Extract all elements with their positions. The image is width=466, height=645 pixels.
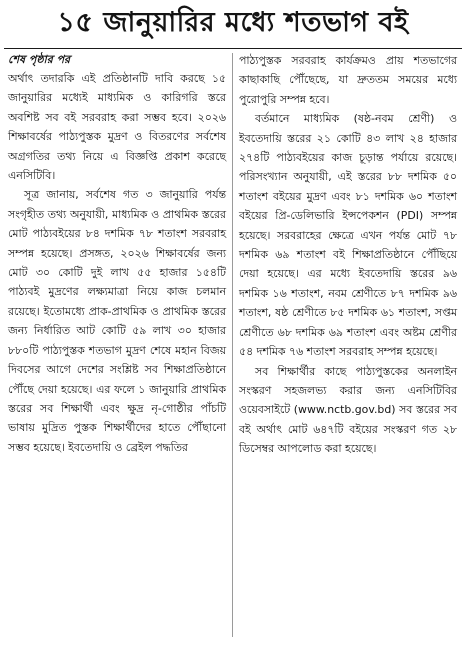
body-paragraph: বর্তমানে মাধ্যমিক (ষষ্ঠ-নবম শ্রেণী) ও ইবতেদায়ি স্তরের ২১ কোটি ৪৩ লাখ ২৪ হাজার ২৭৪টি পাঠ্যবইয়ের কাজ চূড়ান্ত পর্যায়ে রয়েছে। পরিসংখ্যান অনুযায়ী, এই স্তরের ৮৮ দশমিক ৫০ শতাংশ বইয়ের মুদ্রণ এবং ৮১ দশমিক ৬০ শতাংশ বইয়ের প্রি-ডেলিভারি ইন্সপেকশন (PDI) সম্পন্ন হয়েছে। সরবরাহের ক্ষেত্রে এখন পর্যন্ত মোট ৭৮ দশমিক ৬৯ শতাংশ বই শিক্ষাপ্রতিষ্ঠানে পৌঁছিয়ে দেয়া হয়েছে। এর মধ্যে ইবতেদায়ি স্তরের ৯৬ দশমিক ১৬ শতাংশ, নবম শ্রেণীতে ৮৭ দশমিক ৯৬ শতাংশ, ষষ্ঠ শ্রেণীতে ৮৫ দশমিক ৬১ শতাংশ, সপ্তম শ্রেণীতে ৬৮ দশমিক ৬৯ শতাংশ এবং অষ্টম শ্রেণীর ৫৪ দশমিক ৭৬ শতাংশ সরবরাহ সম্পন্ন হয়েছে। [239,112,457,359]
left-column [0,51,232,643]
body-paragraph: অর্থাৎ তদারকি এই প্রতিষ্ঠানটি দাবি করছে ১৫ জানুয়ারির মধ্যেই মাধ্যমিক ও কারিগরি স্তরে অবশিষ্ট সব বই সরবরাহ করা সম্ভব হবে। ২০২৬ শিক্ষাবর্ষের পাঠ্যপুস্তক মুদ্রণ ও বিতরণের সর্বশেষ অগ্রগতির তথ্য নিয়ে এ বিজ্ঞপ্তি প্রকাশ করেছে এনসিটিবি। [8,72,226,183]
body-paragraph: সূত্র জানায়, সর্বশেষ গত ৩ জানুয়ারি পর্যন্ত সংগৃহীত তথ্য অনুযায়ী, মাধ্যমিক ও প্রাথমিক স্তরের মোট পাঠ্যবইয়ের ৮৪ দশমিক ৭৮ শতাংশ সরবরাহ সম্পন্ন হয়েছে। প্রসঙ্গত, ২০২৬ শিক্ষাবর্ষের জন্য মোট ৩০ কোটি দুই লাখ ৫৫ হাজার ১৫৪টি পাঠ্যবই মুদ্রণের লক্ষ্যমাত্রা নিয়ে কাজ চলমান রয়েছে। ইতোমধ্যে প্রাক-প্রাথমিক ও প্রাথমিক স্তরের জন্য নির্ধারিত আট কোটি ৫৯ লাখ ৩০ হাজার ৮৮০টি পাঠ্যপুস্তক শতভাগ মুদ্রণ শেষে মহান বিজয় দিবসের আগে দেশের সংশ্লিষ্ট সব শিক্ষাপ্রতিষ্ঠানে পৌঁছে দেয়া হয়েছে। এর ফলে ১ জানুয়ারি প্রাথমিক স্তরের সব শিক্ষার্থী এবং ক্ষুদ্র নৃ-গোষ্ঠীর পাঁচটি ভাষায় মুদ্রিত পুস্তক শিক্ষার্থীদের হাতে পৌঁছানো সম্ভব হয়েছে। ইবতেদায়ি ও ব্রেইল পদ্ধতির [8,188,226,454]
right-column [233,51,465,643]
article-body [0,51,466,643]
article-headline: ১৫ জানুয়ারির মধ্যে শতভাগ বই [4,0,462,49]
body-paragraph: সব শিক্ষার্থীর কাছে পাঠ্যপুস্তকের অনলাইন সংস্করণ সহজলভ্য করার জন্য এনসিটিবির ওয়েবসাইটে (www.nctb.gov.bd) সব স্তরের সব বই অর্থাৎ মোট ৬৪৭টি বইয়ের সংস্করণ গত ২৮ ডিসেম্বর আপলোড করা হয়েছে। [239,364,457,456]
body-paragraph: পাঠ্যপুস্তক সরবরাহ কার্যক্রমও প্রায় শতভাগের কাছাকাছি পৌঁছেছে, যা দ্রুততম সময়ের মধ্যে পুরোপুরি সম্পন্ন হবে। [239,54,457,106]
continued-from-label: শেষ পৃষ্ঠার পর [8,53,71,66]
